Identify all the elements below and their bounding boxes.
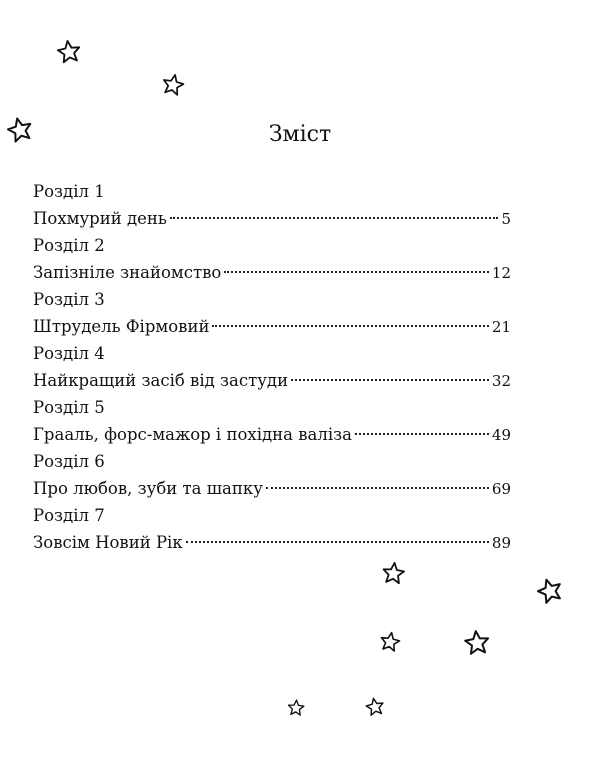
star-icon <box>531 572 569 610</box>
dot-leader <box>291 379 489 381</box>
star-icon <box>285 697 306 718</box>
star-icon <box>158 70 189 101</box>
toc-row[interactable] <box>33 313 511 340</box>
toc-entry <box>33 178 511 232</box>
page-title: Зміст <box>268 122 332 147</box>
toc-entry <box>33 394 511 448</box>
chapter-title: Похмурий день <box>33 209 167 228</box>
toc-entry <box>33 340 511 394</box>
toc-row[interactable] <box>33 421 511 448</box>
chapter-label: Розділ 5 <box>33 398 105 417</box>
star-icon <box>362 694 387 719</box>
chapter-label: Розділ 6 <box>33 452 105 471</box>
dot-leader <box>212 325 488 327</box>
chapter-label: Розділ 2 <box>33 236 105 255</box>
chapter-title: Про любов, зуби та шапку <box>33 479 263 498</box>
toc-entry <box>33 232 511 286</box>
dot-leader <box>224 271 489 273</box>
page-number: 12 <box>491 264 511 282</box>
chapter-title: Штрудель Фірмовий <box>33 317 210 336</box>
page-number: 5 <box>501 210 511 228</box>
toc-row[interactable] <box>33 529 511 556</box>
star-icon <box>376 628 404 656</box>
chapter-label: Розділ 7 <box>33 506 105 525</box>
dot-leader <box>170 217 499 219</box>
toc-row[interactable] <box>33 205 511 232</box>
chapter-title: Зовсім Новий Рік <box>33 533 183 552</box>
star-icon <box>53 36 85 68</box>
star-icon <box>379 559 409 589</box>
page-number: 89 <box>491 534 511 552</box>
toc-entry <box>33 502 511 556</box>
toc-entry <box>33 448 511 502</box>
page-number: 49 <box>491 426 511 444</box>
star-icon <box>461 627 494 660</box>
toc-row[interactable] <box>33 367 511 394</box>
dot-leader <box>266 487 489 489</box>
toc-entry <box>33 286 511 340</box>
chapter-label: Розділ 1 <box>33 182 105 201</box>
chapter-label: Розділ 3 <box>33 290 105 309</box>
dot-leader <box>355 433 489 435</box>
chapter-title: Запізніле знайомство <box>33 263 222 282</box>
page-number: 32 <box>491 372 511 390</box>
page-number: 69 <box>491 480 511 498</box>
chapter-title: Грааль, форс-мажор і похідна валіза <box>33 425 352 444</box>
toc-row[interactable] <box>33 475 511 502</box>
toc-row[interactable] <box>33 259 511 286</box>
table-of-contents <box>33 178 511 556</box>
chapter-title: Найкращий засіб від застуди <box>33 371 289 390</box>
chapter-label: Розділ 4 <box>33 344 105 363</box>
dot-leader <box>186 541 489 543</box>
page-number: 21 <box>491 318 511 336</box>
